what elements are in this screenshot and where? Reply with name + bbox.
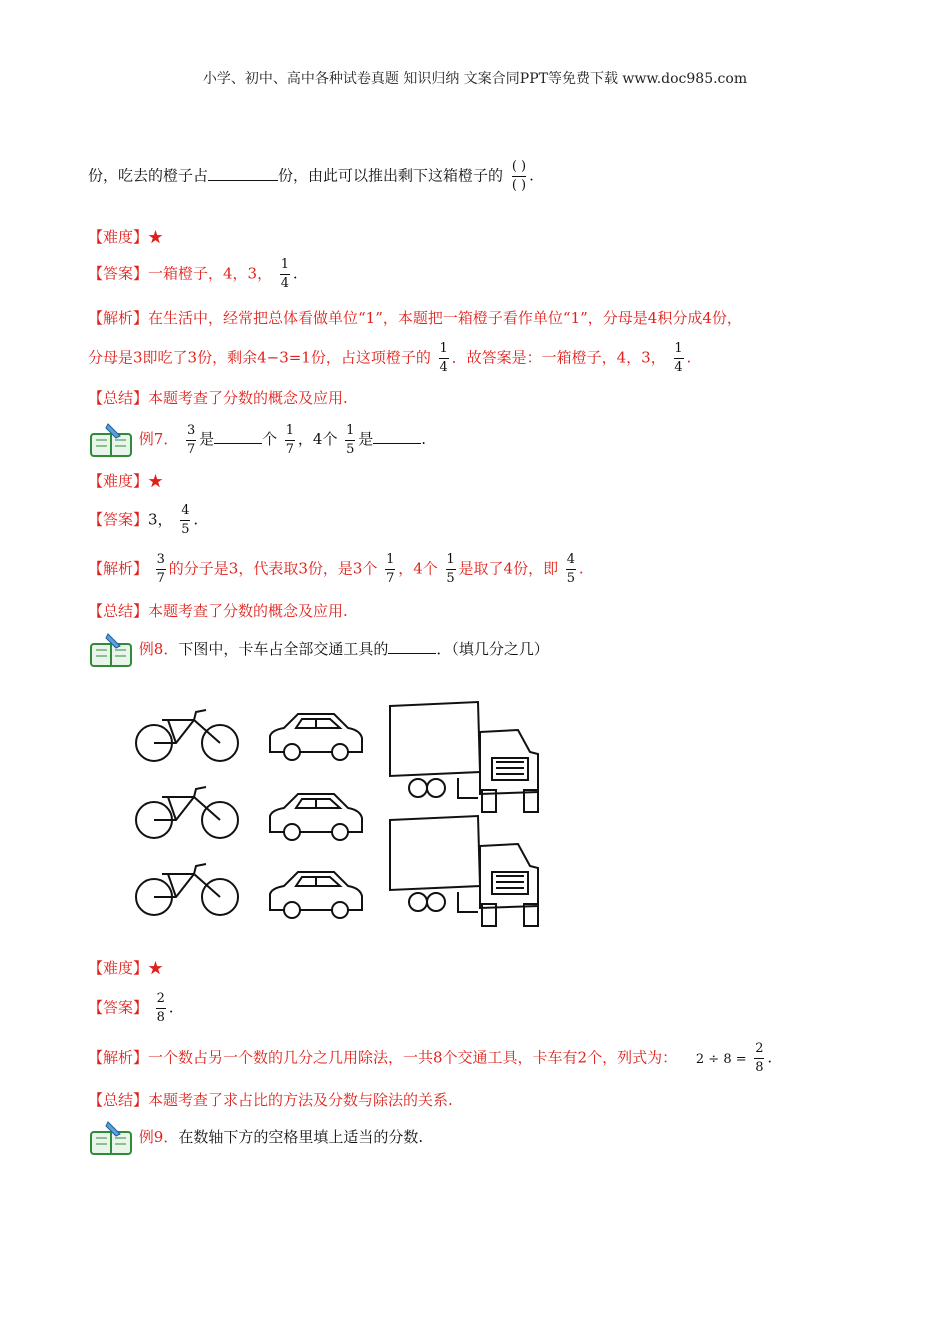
answer-row: 【答案】 $\frac{2}{8}$ . (88, 991, 174, 1025)
summary-row: 【总结】本题考查了求占比的方法及分数与除法的关系. (88, 1091, 453, 1109)
example-8: 例8．下图中，卡车占全部交通工具的 ．（填几分之几） (88, 630, 549, 670)
difficulty-row: 【难度】★ (88, 472, 164, 490)
summary-row: 【总结】本题考查了分数的概念及应用. (88, 389, 348, 407)
difficulty-row: 【难度】★ (88, 228, 164, 246)
answer-row: 【答案】一箱橙子，4，3， $\frac{1}{4}$ . (88, 257, 298, 291)
example-9: 例9．在数轴下方的空格里填上适当的分数. (88, 1118, 423, 1158)
vehicles-illustration (120, 700, 560, 930)
analysis-row: 【解析】在生活中，经常把总体看做单位“1”，本题把一箱橙子看作单位“1”，分母是4积分成4份， (88, 309, 742, 327)
book-pencil-icon (88, 420, 134, 460)
blank-fraction: $\frac{( )}{( )}$ (511, 159, 527, 193)
analysis-row: 【解析】 $\frac{3}{7}$ 的分子是3，代表取3份，是3个 $\frac{1}{7}$ ，4个 $\frac{1}{5}$ 是取了4份，即 $\frac{4}{5}$ . (88, 552, 584, 586)
difficulty-row: 【难度】★ (88, 959, 164, 977)
book-pencil-icon (88, 1118, 134, 1158)
question-line: 份，吃去的橙子占 份，由此可以推出剩下这箱橙子的 $\frac{( )}{( )}$ . (88, 159, 534, 193)
summary-row: 【总结】本题考查了分数的概念及应用. (88, 602, 348, 620)
book-pencil-icon (88, 630, 134, 670)
analysis-row-2: 分母是3即吃了3份，剩余4−3=1份，占这项橙子的 $\frac{1}{4}$ ．故答案是：一箱橙子，4，3， $\frac{1}{4}$ . (88, 341, 692, 375)
analysis-row: 【解析】一个数占另一个数的几分之几用除法，一共8个交通工具，卡车有2个，列式为： 2 ÷ 8 = $\frac{2}{8}$ . (88, 1041, 773, 1075)
page-header: 小学、初中、高中各种试卷真题 知识归纳 文案合同PPT等免费下载 www.doc985.com (202, 71, 748, 87)
example-7: 例7． $\frac{3}{7}$ 是 个 $\frac{1}{7}$ ，4个 $\frac{1}{5}$ 是 . (88, 420, 426, 460)
answer-row: 【答案】3， $\frac{4}{5}$ . (88, 503, 199, 537)
